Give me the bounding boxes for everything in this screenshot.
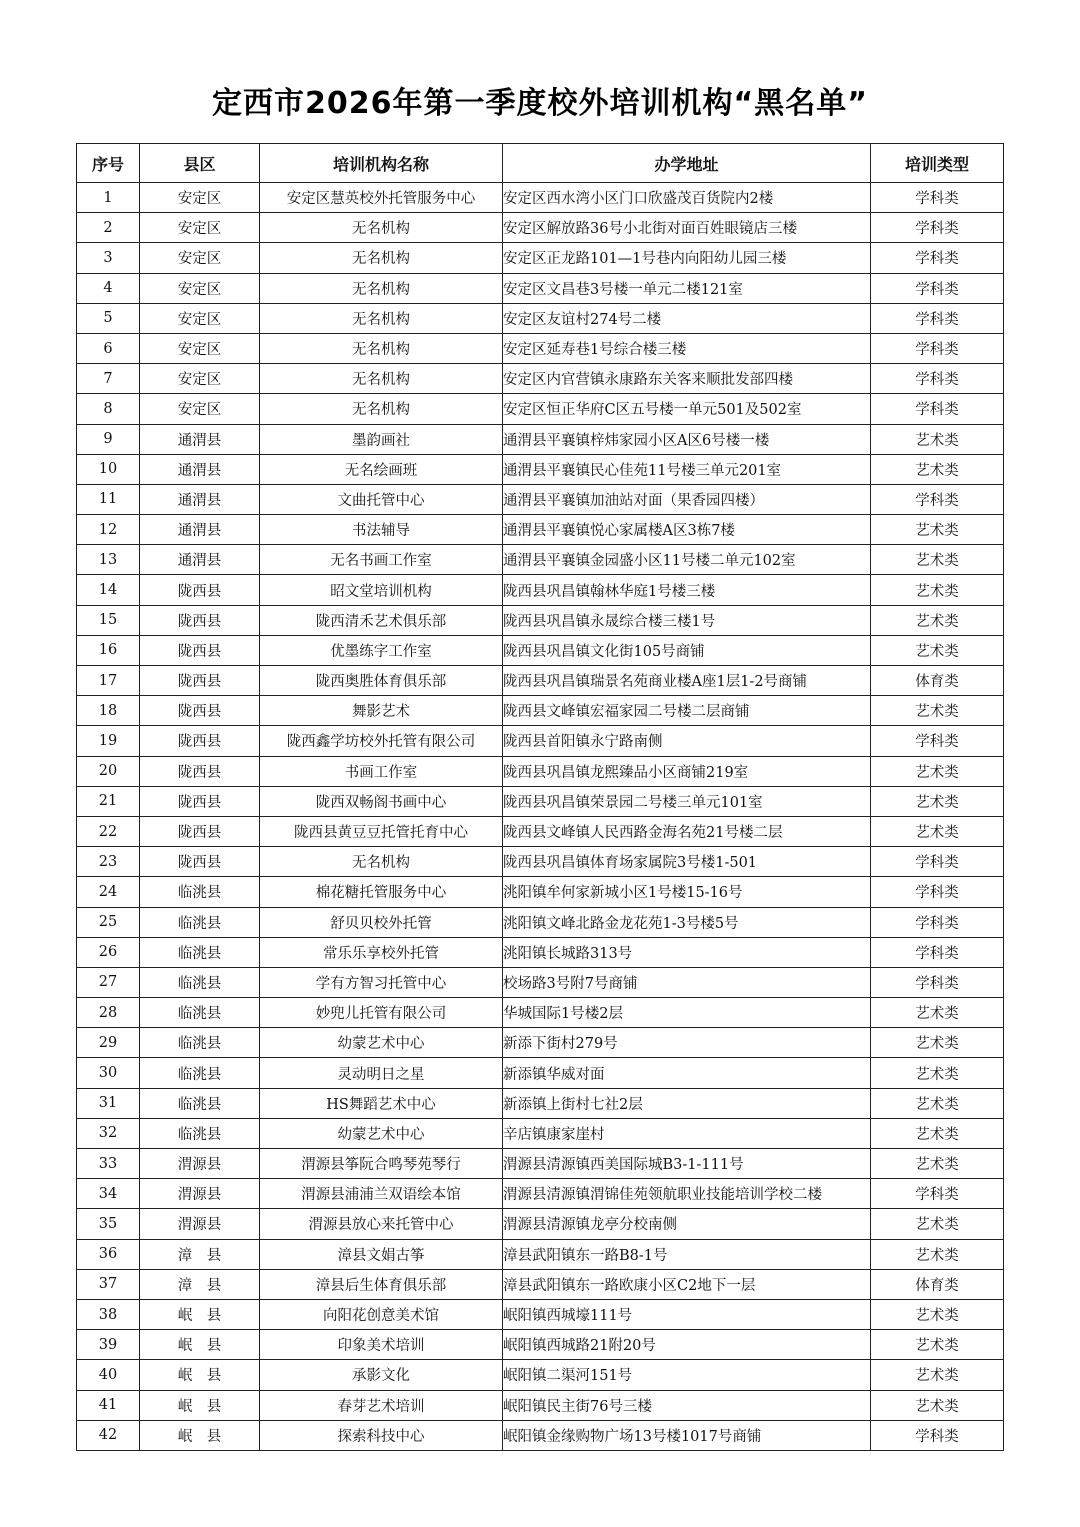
row-institution-name: 漳县文娟古筝 [260,1239,503,1269]
row-county: 临洮县 [140,1058,260,1088]
row-training-type: 艺术类 [871,786,1004,816]
table-row [77,1390,1004,1420]
row-index: 41 [77,1390,140,1420]
row-institution-name: 妙兜儿托管有限公司 [260,998,503,1028]
table-row [77,545,1004,575]
row-address: 岷阳镇西城壕111号 [503,1299,871,1329]
row-address: 陇西县巩昌镇文化街105号商铺 [503,635,871,665]
row-index: 28 [77,998,140,1028]
table-row [77,786,1004,816]
row-index: 22 [77,816,140,846]
table-row [77,696,1004,726]
row-address: 安定区友谊村274号二楼 [503,303,871,333]
row-institution-name: 向阳花创意美术馆 [260,1299,503,1329]
row-training-type: 学科类 [871,907,1004,937]
table-row [77,424,1004,454]
header-training-type: 培训类型 [871,144,1004,183]
row-county: 岷 县 [140,1390,260,1420]
row-training-type: 艺术类 [871,816,1004,846]
row-address: 岷阳镇西城路21附20号 [503,1330,871,1360]
table-row [77,1330,1004,1360]
row-institution-name: 陇西双畅阁书画中心 [260,786,503,816]
table-row [77,1299,1004,1329]
row-address: 陇西县巩昌镇体育场家属院3号楼1-501 [503,847,871,877]
row-index: 32 [77,1118,140,1148]
row-institution-name: 无名机构 [260,213,503,243]
row-institution-name: 优墨练字工作室 [260,635,503,665]
row-address: 陇西县巩昌镇翰林华庭1号楼三楼 [503,575,871,605]
row-address: 洮阳镇文峰北路金龙花苑1-3号楼5号 [503,907,871,937]
row-institution-name: 文曲托管中心 [260,484,503,514]
row-address: 安定区文昌巷3号楼一单元二楼121室 [503,273,871,303]
row-training-type: 艺术类 [871,424,1004,454]
row-training-type: 体育类 [871,1269,1004,1299]
table-row [77,1179,1004,1209]
row-address: 新添镇上街村七社2层 [503,1088,871,1118]
row-institution-name: 陇西鑫学坊校外托管有限公司 [260,726,503,756]
row-institution-name: 棉花糖托管服务中心 [260,877,503,907]
row-county: 安定区 [140,364,260,394]
row-county: 渭源县 [140,1149,260,1179]
row-training-type: 艺术类 [871,1058,1004,1088]
row-address: 渭源县清源镇龙亭分校南侧 [503,1209,871,1239]
row-institution-name: HS舞蹈艺术中心 [260,1088,503,1118]
row-index: 15 [77,605,140,635]
table-row [77,635,1004,665]
row-address: 渭源县清源镇渭锦佳苑领航职业技能培训学校二楼 [503,1179,871,1209]
row-address: 辛店镇康家崖村 [503,1118,871,1148]
header-address: 办学地址 [503,144,871,183]
row-training-type: 体育类 [871,666,1004,696]
row-institution-name: 渭源县筝阮合鸣琴苑琴行 [260,1149,503,1179]
row-address: 安定区正龙路101—1号巷内向阳幼儿园三楼 [503,243,871,273]
row-institution-name: 漳县后生体育俱乐部 [260,1269,503,1299]
row-index: 16 [77,635,140,665]
table-row [77,907,1004,937]
row-institution-name: 印象美术培训 [260,1330,503,1360]
row-index: 33 [77,1149,140,1179]
row-training-type: 艺术类 [871,454,1004,484]
row-training-type: 艺术类 [871,1330,1004,1360]
table-row [77,666,1004,696]
row-training-type: 艺术类 [871,1239,1004,1269]
table-row [77,303,1004,333]
row-institution-name: 春芽艺术培训 [260,1390,503,1420]
row-address: 岷阳镇金缘购物广场13号楼1017号商铺 [503,1420,871,1450]
row-institution-name: 舞影艺术 [260,696,503,726]
row-training-type: 艺术类 [871,605,1004,635]
row-index: 30 [77,1058,140,1088]
row-address: 安定区解放路36号小北街对面百姓眼镜店三楼 [503,213,871,243]
row-index: 23 [77,847,140,877]
table-row [77,1028,1004,1058]
row-address: 通渭县平襄镇加油站对面（果香园四楼） [503,484,871,514]
row-county: 安定区 [140,303,260,333]
row-training-type: 艺术类 [871,1390,1004,1420]
row-address: 通渭县平襄镇悦心家属楼A区3栋7楼 [503,515,871,545]
row-index: 24 [77,877,140,907]
row-address: 陇西县首阳镇永宁路南侧 [503,726,871,756]
row-index: 37 [77,1269,140,1299]
row-index: 5 [77,303,140,333]
row-county: 安定区 [140,183,260,213]
row-institution-name: 常乐乐享校外托管 [260,937,503,967]
row-address: 渭源县清源镇西美国际城B3-1-111号 [503,1149,871,1179]
row-county: 通渭县 [140,454,260,484]
row-training-type: 艺术类 [871,545,1004,575]
row-training-type: 艺术类 [871,1360,1004,1390]
row-index: 18 [77,696,140,726]
row-county: 安定区 [140,213,260,243]
row-county: 临洮县 [140,907,260,937]
row-address: 校场路3号附7号商铺 [503,967,871,997]
row-training-type: 学科类 [871,243,1004,273]
row-county: 陇西县 [140,786,260,816]
row-training-type: 艺术类 [871,756,1004,786]
table-row [77,183,1004,213]
table-row [77,847,1004,877]
row-address: 通渭县平襄镇民心佳苑11号楼三单元201室 [503,454,871,484]
row-county: 临洮县 [140,1028,260,1058]
row-address: 陇西县巩昌镇永晟综合楼三楼1号 [503,605,871,635]
row-county: 陇西县 [140,605,260,635]
row-index: 3 [77,243,140,273]
row-county: 渭源县 [140,1209,260,1239]
row-address: 漳县武阳镇东一路B8-1号 [503,1239,871,1269]
row-institution-name: 无名机构 [260,364,503,394]
row-training-type: 学科类 [871,183,1004,213]
row-index: 17 [77,666,140,696]
row-training-type: 学科类 [871,394,1004,424]
row-index: 27 [77,967,140,997]
table-row [77,394,1004,424]
row-county: 岷 县 [140,1420,260,1450]
table-row [77,937,1004,967]
row-county: 岷 县 [140,1330,260,1360]
row-county: 临洮县 [140,937,260,967]
row-index: 25 [77,907,140,937]
row-county: 岷 县 [140,1360,260,1390]
row-address: 安定区内官营镇永康路东关客来顺批发部四楼 [503,364,871,394]
row-index: 2 [77,213,140,243]
row-index: 13 [77,545,140,575]
row-index: 12 [77,515,140,545]
row-address: 陇西县巩昌镇龙熙臻品小区商铺219室 [503,756,871,786]
table-row [77,454,1004,484]
row-address: 岷阳镇民主街76号三楼 [503,1390,871,1420]
row-institution-name: 幼蒙艺术中心 [260,1028,503,1058]
table-row [77,605,1004,635]
row-training-type: 艺术类 [871,575,1004,605]
row-training-type: 学科类 [871,303,1004,333]
row-training-type: 学科类 [871,1179,1004,1209]
row-index: 4 [77,273,140,303]
table-row [77,967,1004,997]
table-row [77,484,1004,514]
row-institution-name: 昭文堂培训机构 [260,575,503,605]
row-institution-name: 舒贝贝校外托管 [260,907,503,937]
row-address: 陇西县巩昌镇荣景园二号楼三单元101室 [503,786,871,816]
row-address: 洮阳镇牟何家新城小区1号楼15-16号 [503,877,871,907]
table-row [77,756,1004,786]
header-index: 序号 [77,144,140,183]
row-training-type: 学科类 [871,213,1004,243]
row-index: 42 [77,1420,140,1450]
row-institution-name: 无名书画工作室 [260,545,503,575]
row-training-type: 艺术类 [871,1028,1004,1058]
row-institution-name: 无名机构 [260,273,503,303]
row-institution-name: 无名机构 [260,394,503,424]
table-row [77,1209,1004,1239]
row-address: 漳县武阳镇东一路欧康小区C2地下一层 [503,1269,871,1299]
row-address: 华城国际1号楼2层 [503,998,871,1028]
row-training-type: 艺术类 [871,1149,1004,1179]
table-row [77,1149,1004,1179]
row-institution-name: 渭源县浦浦兰双语绘本馆 [260,1179,503,1209]
row-training-type: 艺术类 [871,1209,1004,1239]
row-county: 临洮县 [140,1088,260,1118]
row-county: 通渭县 [140,515,260,545]
row-county: 安定区 [140,243,260,273]
table-row [77,1058,1004,1088]
row-index: 1 [77,183,140,213]
row-index: 20 [77,756,140,786]
row-institution-name: 无名机构 [260,847,503,877]
row-county: 陇西县 [140,756,260,786]
row-county: 安定区 [140,333,260,363]
row-address: 洮阳镇长城路313号 [503,937,871,967]
row-index: 9 [77,424,140,454]
table-row [77,1088,1004,1118]
row-institution-name: 渭源县放心来托管中心 [260,1209,503,1239]
row-institution-name: 探索科技中心 [260,1420,503,1450]
row-institution-name: 无名机构 [260,303,503,333]
row-institution-name: 无名绘画班 [260,454,503,484]
row-institution-name: 陇西县黄豆豆托管托育中心 [260,816,503,846]
blacklist-table [76,143,1004,1451]
row-institution-name: 灵动明日之星 [260,1058,503,1088]
table-row [77,333,1004,363]
row-county: 通渭县 [140,424,260,454]
row-county: 漳 县 [140,1269,260,1299]
row-index: 14 [77,575,140,605]
row-address: 安定区延寿巷1号综合楼三楼 [503,333,871,363]
row-address: 新添镇华威对面 [503,1058,871,1088]
row-county: 陇西县 [140,635,260,665]
row-training-type: 学科类 [871,333,1004,363]
row-county: 安定区 [140,273,260,303]
table-row [77,213,1004,243]
row-index: 29 [77,1028,140,1058]
row-address: 通渭县平襄镇金园盛小区11号楼二单元102室 [503,545,871,575]
row-index: 7 [77,364,140,394]
table-row [77,998,1004,1028]
row-institution-name: 书法辅导 [260,515,503,545]
table-row [77,1269,1004,1299]
row-institution-name: 陇西清禾艺术俱乐部 [260,605,503,635]
row-index: 39 [77,1330,140,1360]
table-row [77,243,1004,273]
row-index: 40 [77,1360,140,1390]
row-address: 安定区西水湾小区门口欣盛茂百货院内2楼 [503,183,871,213]
document-title: 定西市2026年第一季度校外培训机构“黑名单” [212,86,868,121]
row-county: 安定区 [140,394,260,424]
table-row [77,1118,1004,1148]
row-address: 陇西县文峰镇人民西路金海名苑21号楼二层 [503,816,871,846]
row-index: 38 [77,1299,140,1329]
row-training-type: 艺术类 [871,1118,1004,1148]
table-row [77,273,1004,303]
row-training-type: 学科类 [871,1420,1004,1450]
row-index: 26 [77,937,140,967]
row-index: 11 [77,484,140,514]
row-institution-name: 安定区慧英校外托管服务中心 [260,183,503,213]
row-index: 6 [77,333,140,363]
row-county: 岷 县 [140,1299,260,1329]
row-county: 漳 县 [140,1239,260,1269]
row-institution-name: 陇西奥胜体育俱乐部 [260,666,503,696]
row-address: 陇西县文峰镇宏福家园二号楼二层商铺 [503,696,871,726]
row-training-type: 艺术类 [871,1088,1004,1118]
row-county: 渭源县 [140,1179,260,1209]
table-row [77,816,1004,846]
row-county: 临洮县 [140,967,260,997]
row-institution-name: 无名机构 [260,243,503,273]
table-row [77,1239,1004,1269]
row-institution-name: 幼蒙艺术中心 [260,1118,503,1148]
row-institution-name: 承影文化 [260,1360,503,1390]
row-county: 陇西县 [140,696,260,726]
row-county: 陇西县 [140,847,260,877]
row-county: 通渭县 [140,545,260,575]
header-county: 县区 [140,144,260,183]
row-address: 新添下街村279号 [503,1028,871,1058]
table-row [77,515,1004,545]
row-address: 陇西县巩昌镇瑞景名苑商业楼A座1层1-2号商铺 [503,666,871,696]
row-index: 35 [77,1209,140,1239]
row-county: 临洮县 [140,877,260,907]
row-training-type: 学科类 [871,967,1004,997]
row-county: 陇西县 [140,575,260,605]
row-index: 31 [77,1088,140,1118]
table-row [77,726,1004,756]
row-county: 临洮县 [140,998,260,1028]
row-training-type: 学科类 [871,937,1004,967]
row-training-type: 艺术类 [871,998,1004,1028]
table-row [77,575,1004,605]
row-training-type: 学科类 [871,726,1004,756]
row-index: 21 [77,786,140,816]
row-index: 10 [77,454,140,484]
row-address: 安定区恒正华府C区五号楼一单元501及502室 [503,394,871,424]
row-training-type: 艺术类 [871,515,1004,545]
row-training-type: 艺术类 [871,1299,1004,1329]
table-row [77,1360,1004,1390]
row-training-type: 学科类 [871,847,1004,877]
row-institution-name: 学有方智习托管中心 [260,967,503,997]
row-training-type: 学科类 [871,484,1004,514]
table-row [77,1420,1004,1450]
table-row [77,877,1004,907]
row-training-type: 艺术类 [871,696,1004,726]
row-county: 临洮县 [140,1118,260,1148]
table-row [77,364,1004,394]
row-index: 34 [77,1179,140,1209]
row-county: 陇西县 [140,726,260,756]
row-index: 19 [77,726,140,756]
row-address: 岷阳镇二渠河151号 [503,1360,871,1390]
row-index: 36 [77,1239,140,1269]
row-institution-name: 墨韵画社 [260,424,503,454]
row-address: 通渭县平襄镇梓炜家园小区A区6号楼一楼 [503,424,871,454]
row-county: 通渭县 [140,484,260,514]
row-county: 陇西县 [140,816,260,846]
row-county: 陇西县 [140,666,260,696]
row-institution-name: 无名机构 [260,333,503,363]
row-training-type: 学科类 [871,877,1004,907]
row-training-type: 艺术类 [871,635,1004,665]
row-training-type: 学科类 [871,273,1004,303]
table-header-row [77,144,1004,183]
header-institution-name: 培训机构名称 [260,144,503,183]
row-index: 8 [77,394,140,424]
row-institution-name: 书画工作室 [260,756,503,786]
row-training-type: 学科类 [871,364,1004,394]
